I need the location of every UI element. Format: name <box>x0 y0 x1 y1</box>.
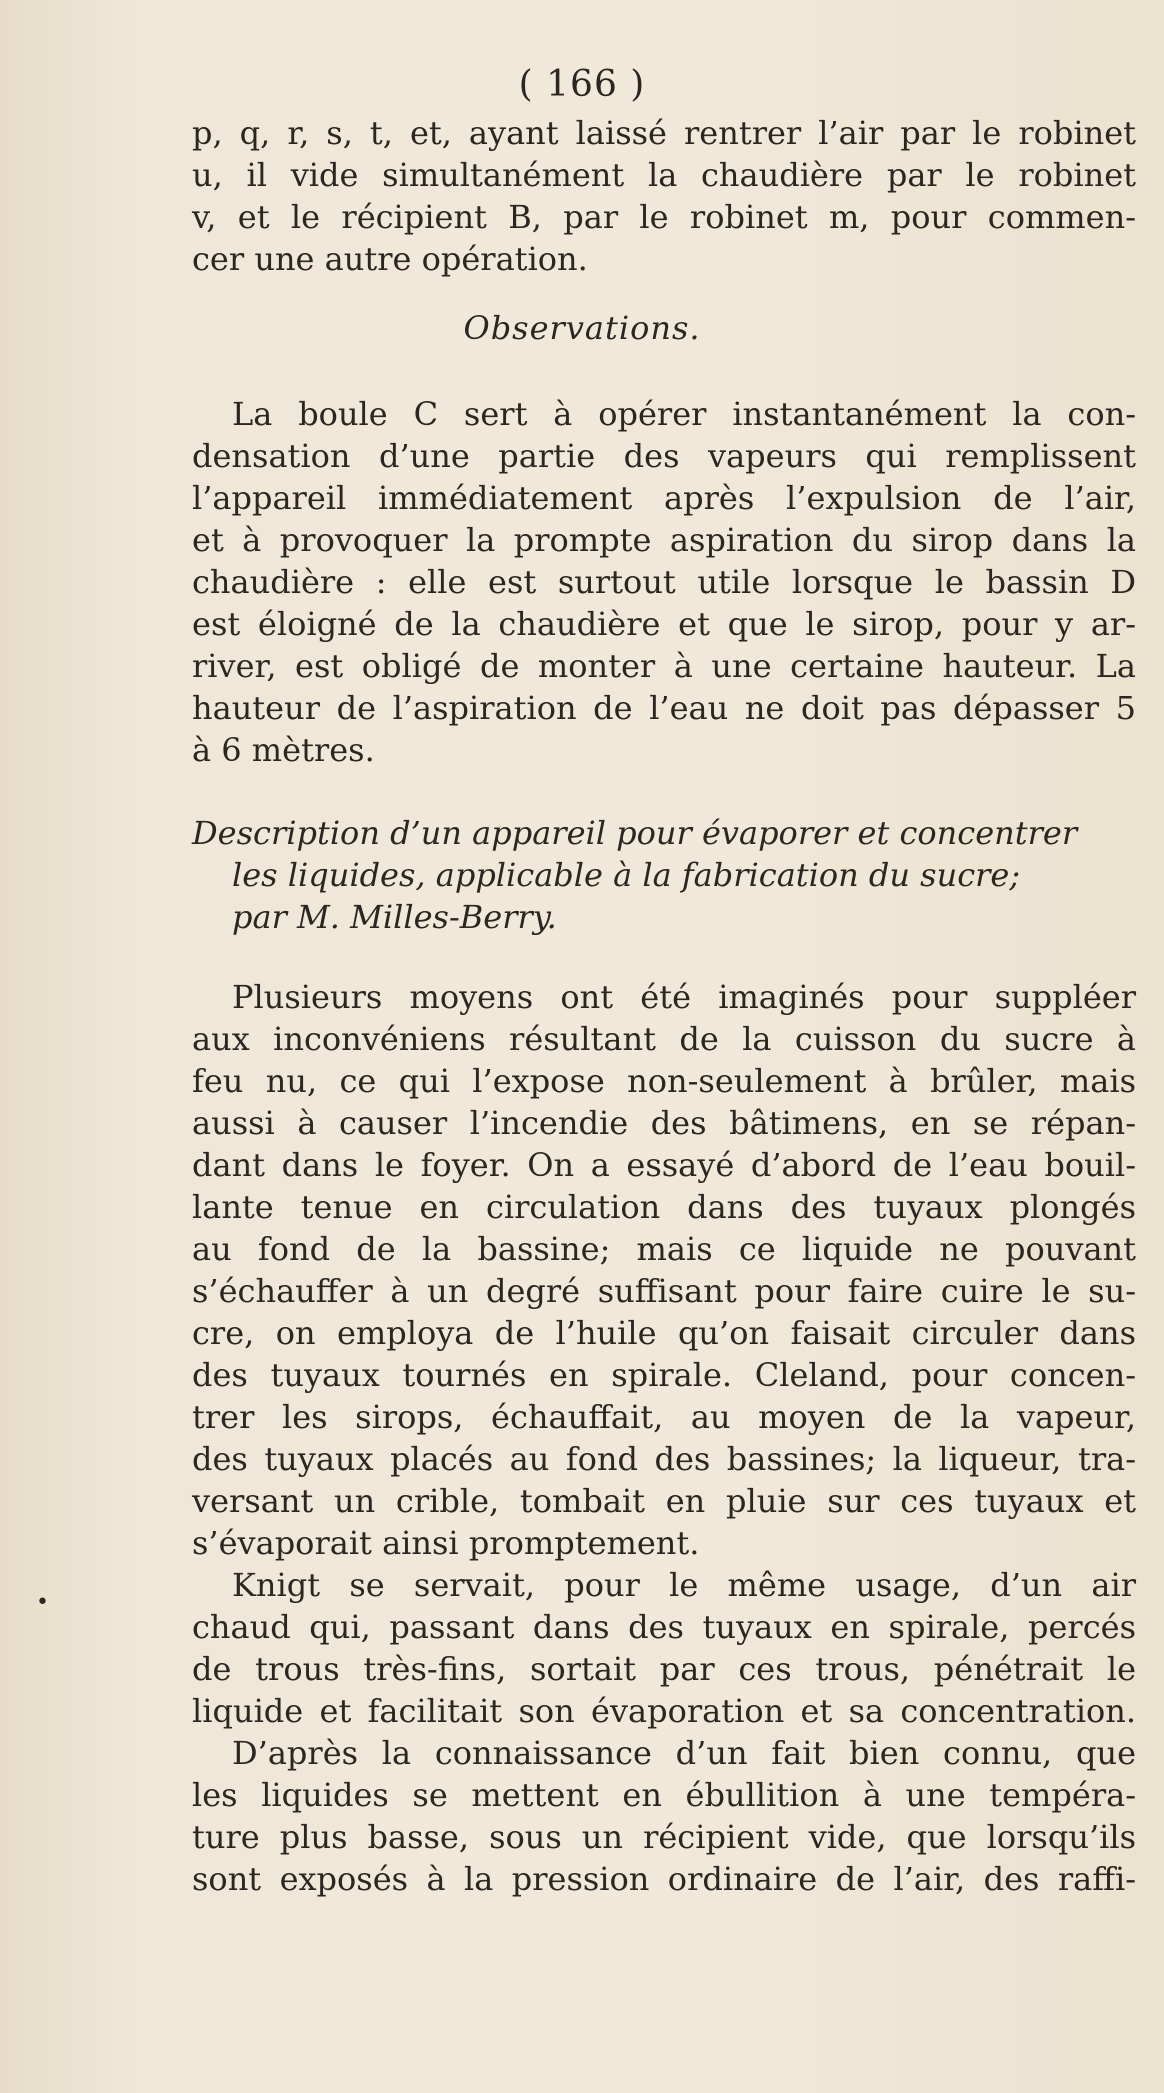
text-line: s’évaporait ainsi promptement. <box>192 1524 700 1562</box>
description-line: les liquides, applicable à la fabrication du sucre; <box>232 856 1021 894</box>
text-line: liquide et facilitait son évaporation et sa concentration. <box>192 1692 1136 1730</box>
text-line: l’appareil immédiatement après l’expulsion de l’air, <box>192 479 1136 517</box>
text-line: des tuyaux placés au fond des bassines; la liqueur, tra- <box>192 1440 1136 1478</box>
text-line: feu nu, ce qui l’expose non-seulement à brûler, mais <box>192 1062 1136 1100</box>
body-paragraph-1 <box>192 976 1136 1900</box>
description-title <box>192 812 1136 938</box>
text-line: p, q, r, s, t, et, ayant laissé rentrer l’air par le robinet <box>192 114 1136 152</box>
text-line: ture plus basse, sous un récipient vide, que lorsqu’ils <box>192 1818 1136 1856</box>
text-line: est éloigné de la chaudière et que le sirop, pour y ar- <box>192 605 1136 643</box>
observations-heading: Observations. <box>463 309 701 347</box>
text-line: D’après la connaissance d’un fait bien connu, que <box>232 1734 1136 1772</box>
observations-paragraph <box>192 393 1136 771</box>
text-line: river, est obligé de monter à une certaine hauteur. La <box>192 647 1136 685</box>
text-line: s’échauffer à un degré suffisant pour faire cuire le su- <box>192 1272 1136 1310</box>
margin-mark: • <box>36 1590 49 1615</box>
text-line: des tuyaux tournés en spirale. Cleland, pour concen- <box>192 1356 1136 1394</box>
text-line: densation d’une partie des vapeurs qui remplissent <box>192 437 1136 475</box>
text-line: Plusieurs moyens ont été imaginés pour suppléer <box>232 978 1136 1016</box>
text-line: aussi à causer l’incendie des bâtimens, en se répan- <box>192 1104 1136 1142</box>
text-line: et à provoquer la prompte aspiration du sirop dans la <box>192 521 1136 559</box>
text-line: les liquides se mettent en ébullition à une tempéra- <box>192 1776 1136 1814</box>
text-line: de trous très-fins, sortait par ces trous, pénétrait le <box>192 1650 1136 1688</box>
text-line: aux inconvéniens résultant de la cuisson du sucre à <box>192 1020 1136 1058</box>
text-line: lante tenue en circulation dans des tuyaux plongés <box>192 1188 1136 1226</box>
text-line: versant un crible, tombait en pluie sur ces tuyaux et <box>192 1482 1136 1520</box>
text-line: u, il vide simultanément la chaudière par le robinet <box>192 156 1136 194</box>
text-line: trer les sirops, échauffait, au moyen de la vapeur, <box>192 1398 1136 1436</box>
description-line: Description d’un appareil pour évaporer et concentrer <box>192 814 1078 852</box>
text-line: chaudière : elle est surtout utile lorsque le bassin D <box>192 563 1136 601</box>
text-line: cer une autre opération. <box>192 240 588 278</box>
text-line: v, et le récipient B, par le robinet m, pour commen- <box>192 198 1136 236</box>
page-number: ( 166 ) <box>518 64 646 105</box>
intro-paragraph <box>192 112 1136 280</box>
text-line: sont exposés à la pression ordinaire de l’air, des raffi- <box>192 1860 1136 1898</box>
text-line: chaud qui, passant dans des tuyaux en spirale, percés <box>192 1608 1136 1646</box>
text-line: cre, on employa de l’huile qu’on faisait circuler dans <box>192 1314 1136 1352</box>
text-line: à 6 mètres. <box>192 731 375 769</box>
description-line: par M. Milles-Berry. <box>232 898 557 936</box>
text-line: au fond de la bassine; mais ce liquide ne pouvant <box>192 1230 1136 1268</box>
text-line: Knigt se servait, pour le même usage, d’un air <box>232 1566 1136 1604</box>
text-line: dant dans le foyer. On a essayé d’abord de l’eau bouil- <box>192 1146 1136 1184</box>
text-line: hauteur de l’aspiration de l’eau ne doit pas dépasser 5 <box>192 689 1136 727</box>
text-line: La boule C sert à opérer instantanément la con- <box>232 395 1136 433</box>
